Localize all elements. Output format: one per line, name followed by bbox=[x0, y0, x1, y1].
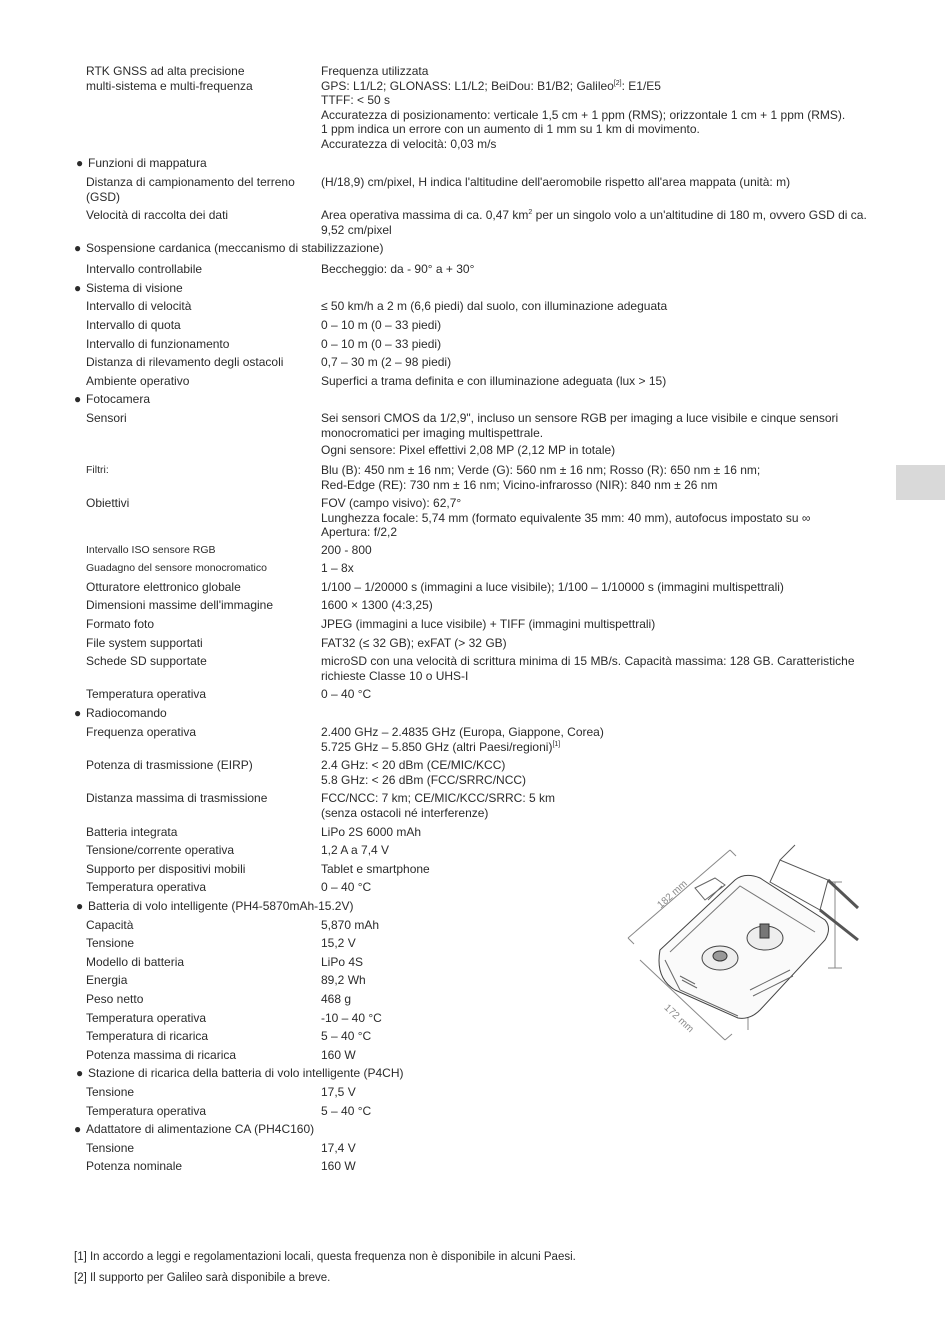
remote-controller-drawing bbox=[620, 840, 870, 1060]
spec-label: Tensione bbox=[86, 1085, 135, 1099]
spec-label: Temperatura operativa bbox=[86, 1104, 207, 1118]
section-heading: ● Funzioni di mappatura bbox=[76, 156, 207, 170]
spec-value: ≤ 50 km/h a 2 m (6,6 piedi) dal suolo, con illuminazione adeguata bbox=[321, 299, 668, 313]
spec-label: Distanza massima di trasmissione bbox=[86, 791, 268, 805]
spec-value: 200 - 800 bbox=[321, 543, 372, 557]
spec-label: Frequenza operativa bbox=[86, 725, 197, 739]
spec-label: Dimensioni massime dell'immagine bbox=[86, 598, 274, 612]
spec-value: 160 W bbox=[321, 1048, 356, 1062]
spec-value: microSD con una velocità di scrittura minima di 15 MB/s. Capacità massima: 128 GB. Caratteristiche richieste Classe 10 o UHS-I bbox=[321, 654, 855, 683]
spec-value: -10 – 40 °C bbox=[321, 1011, 382, 1025]
spec-label: Capacità bbox=[86, 918, 134, 932]
spec-label: Energia bbox=[86, 973, 128, 987]
spec-value: 0 – 10 m (0 – 33 piedi) bbox=[321, 318, 442, 332]
spec-value: 5 – 40 °C bbox=[321, 1104, 372, 1118]
spec-value: Blu (B): 450 nm ± 16 nm; Verde (G): 560 nm ± 16 nm; Rosso (R): 650 nm ± 16 nm; Red-Edge (RE): 730 nm ± 16 nm; Vicino-infrarosso (NIR): 840 nm ± 26 nm bbox=[321, 463, 761, 492]
spec-value: 17,4 V bbox=[321, 1141, 356, 1155]
spec-label: Modello di batteria bbox=[86, 955, 185, 969]
spec-value: 0,7 – 30 m (2 – 98 piedi) bbox=[321, 355, 452, 369]
spec-label: Formato foto bbox=[86, 617, 155, 631]
spec-value: LiPo 4S bbox=[321, 955, 364, 969]
spec-value: 1/100 – 1/20000 s (immagini a luce visibile); 1/100 – 1/10000 s (immagini multispettrali) bbox=[321, 580, 784, 594]
spec-value: 468 g bbox=[321, 992, 352, 1006]
spec-value: 17,5 V bbox=[321, 1085, 356, 1099]
spec-value: 15,2 V bbox=[321, 936, 356, 950]
spec-value: 5,870 mAh bbox=[321, 918, 380, 932]
spec-value: 1600 × 1300 (4:3,25) bbox=[321, 598, 433, 612]
spec-label: Ambiente operativo bbox=[86, 374, 190, 388]
footnote-1: [1] In accordo a leggi e regolamentazioni locali, questa frequenza non è disponibile in alcuni Paesi. bbox=[74, 1251, 576, 1263]
dimension-width: 182 mm bbox=[655, 878, 690, 911]
spec-label: Intervallo di funzionamento bbox=[86, 337, 230, 351]
spec-label: Temperatura di ricarica bbox=[86, 1029, 209, 1043]
spec-label: Tensione bbox=[86, 1141, 135, 1155]
spec-value: 2.4 GHz: < 20 dBm (CE/MIC/KCC) 5.8 GHz: < 26 dBm (FCC/SRRC/NCC) bbox=[321, 758, 527, 787]
spec-label: Temperatura operativa bbox=[86, 687, 207, 701]
superscript: 2 bbox=[528, 209, 533, 216]
spec-label: Intervallo controllabile bbox=[86, 262, 203, 276]
spec-label: Peso netto bbox=[86, 992, 144, 1006]
spec-label: RTK GNSS ad alta precisione multi-sistema e multi-frequenza bbox=[86, 64, 253, 93]
spec-value: 1 – 8x bbox=[321, 561, 354, 575]
dimension-depth: 172 mm bbox=[661, 1002, 696, 1036]
spec-label: Guadagno del sensore monocromatico bbox=[86, 562, 267, 574]
spec-label: Distanza di rilevamento degli ostacoli bbox=[86, 355, 284, 369]
footnote-ref: [1] bbox=[552, 740, 561, 748]
spec-value: FAT32 (≤ 32 GB); exFAT (> 32 GB) bbox=[321, 636, 507, 650]
spec-value: Frequenza utilizzata GPS: L1/L2; GLONASS: L1/L2; BeiDou: B1/B2; Galileo[2]: E1/E5 TTFF: < 50 s Accuratezza di posizionamento: verticale 1,5 cm + 1 ppm (RMS); orizzontale 1 cm + 1 ppm (RMS). 1 ppm indica un errore con un aumento di 1 mm su 1 km di movimento. Accuratezza di velocità: 0,03 m/s bbox=[321, 64, 846, 151]
spec-label: Obiettivi bbox=[86, 496, 130, 510]
spec-value: Superfici a trama definita e con illuminazione adeguata (lux > 15) bbox=[321, 374, 667, 388]
spec-value: (H/18,9) cm/pixel, H indica l'altitudine dell'aeromobile rispetto all'area mappata (unità: m) bbox=[321, 175, 791, 189]
spec-label: Intervallo di quota bbox=[86, 318, 181, 332]
spec-value: 160 W bbox=[321, 1159, 356, 1173]
remote-controller-figure bbox=[620, 840, 870, 1060]
spec-value: 0 – 40 °C bbox=[321, 880, 372, 894]
spec-value: 2.400 GHz – 2.4835 GHz (Europa, Giappone, Corea) 5.725 GHz – 5.850 GHz (altri Paesi/regioni)[1] bbox=[321, 725, 604, 754]
spec-label: Potenza di trasmissione (EIRP) bbox=[86, 758, 253, 772]
section-heading: ● Sospensione cardanica (meccanismo di stabilizzazione) bbox=[74, 241, 384, 255]
spec-value: Area operativa massima di ca. 0,47 $km^2$ per un singolo volo a un'altitudine di 180 m, ovvero GSD di ca. 9,52 cm/pixel bbox=[321, 208, 867, 237]
spec-value: FCC/NCC: 7 km; CE/MIC/KCC/SRRC: 5 km (senza ostacoli né interferenze) bbox=[321, 791, 556, 820]
spec-label: Potenza massima di ricarica bbox=[86, 1048, 237, 1062]
spec-label: Otturatore elettronico globale bbox=[86, 580, 241, 594]
section-heading: ● Fotocamera bbox=[74, 392, 151, 406]
section-heading: ● Batteria di volo intelligente (PH4-5870mAh-15.2V) bbox=[76, 899, 354, 913]
spec-label: Tensione/corrente operativa bbox=[86, 843, 235, 857]
spec-value: 1,2 A a 7,4 V bbox=[321, 843, 390, 857]
spec-label: Temperatura operativa bbox=[86, 880, 207, 894]
spec-label: Temperatura operativa bbox=[86, 1011, 207, 1025]
spec-value: 0 – 10 m (0 – 33 piedi) bbox=[321, 337, 442, 351]
spec-value: LiPo 2S 6000 mAh bbox=[321, 825, 422, 839]
spec-value: FOV (campo visivo): 62,7° Lunghezza focale: 5,74 mm (formato equivalente 35 mm: 40 mm), autofocus impostato su ∞ Apertura: f/2,2 bbox=[321, 496, 811, 539]
section-heading: ● Sistema di visione bbox=[74, 281, 183, 295]
spec-label: File system supportati bbox=[86, 636, 203, 650]
spec-label: Velocità di raccolta dei dati bbox=[86, 208, 229, 222]
spec-value: JPEG (immagini a luce visibile) + TIFF (immagini multispettrali) bbox=[321, 617, 656, 631]
spec-value: Beccheggio: da - 90° a + 30° bbox=[321, 262, 475, 276]
spec-value: 89,2 Wh bbox=[321, 973, 366, 987]
spec-label: Filtri: bbox=[86, 464, 109, 476]
spec-label: Intervallo di velocità bbox=[86, 299, 192, 313]
spec-label: Supporto per dispositivi mobili bbox=[86, 862, 246, 876]
page-side-tab bbox=[896, 465, 945, 500]
spec-label: Batteria integrata bbox=[86, 825, 178, 839]
footnote-2: [2] Il supporto per Galileo sarà disponibile a breve. bbox=[74, 1272, 331, 1284]
spec-value: 0 – 40 °C bbox=[321, 687, 372, 701]
footnote-ref: [2] bbox=[613, 79, 622, 87]
spec-label: Tensione bbox=[86, 936, 135, 950]
spec-label: Schede SD supportate bbox=[86, 654, 207, 668]
spec-label: Intervallo ISO sensore RGB bbox=[86, 544, 216, 556]
spec-label: Distanza di campionamento del terreno (GSD) bbox=[86, 175, 295, 204]
spec-value: Tablet e smartphone bbox=[321, 862, 430, 876]
spec-label: Potenza nominale bbox=[86, 1159, 183, 1173]
spec-value: Sei sensori CMOS da 1/2,9", incluso un sensore RGB per imaging a luce visibile e cinque sensori monocromatici per imaging multispettrale. Ogni sensore: Pixel effettivi 2,08 MP (2,12 MP in totale) bbox=[321, 411, 839, 457]
spec-label: Sensori bbox=[86, 411, 127, 425]
section-heading: ● Stazione di ricarica della batteria di volo intelligente (P4CH) bbox=[76, 1066, 404, 1080]
spec-value: 5 – 40 °C bbox=[321, 1029, 372, 1043]
section-heading: ● Radiocomando bbox=[74, 706, 167, 720]
section-heading: ● Adattatore di alimentazione CA (PH4C160) bbox=[74, 1122, 315, 1136]
